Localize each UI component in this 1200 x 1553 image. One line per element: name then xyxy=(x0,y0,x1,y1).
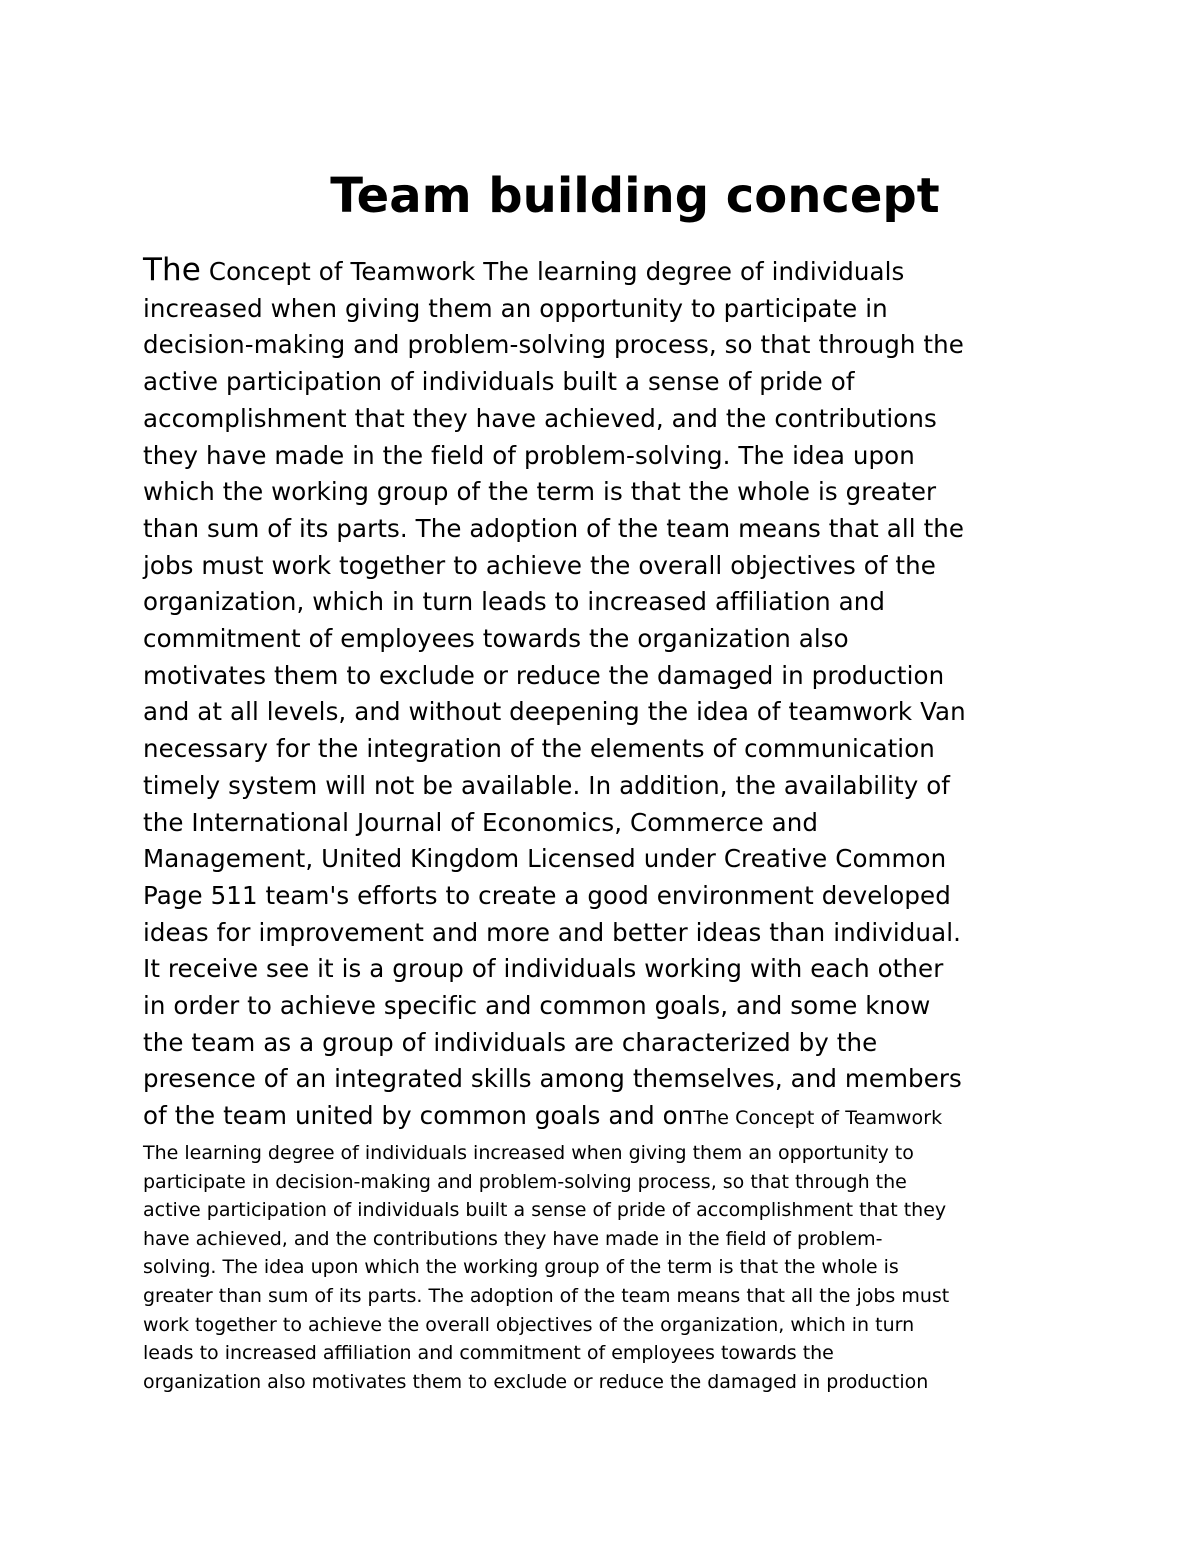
body-line: Page 511 team's efforts to create a good environment developed xyxy=(143,880,951,910)
body-line: accomplishment that they have achieved, and the contributions xyxy=(143,403,937,433)
body-line-small: solving. The idea upon which the working group of the term is that the whole is xyxy=(143,1256,899,1279)
transition-text-large: of the team united by common goals and on xyxy=(143,1101,694,1131)
body-line-small: participate in decision-making and problem-solving process, so that through the xyxy=(143,1170,907,1193)
document-body-large xyxy=(143,252,1103,1137)
body-line: timely system will not be available. In addition, the availability of xyxy=(143,770,951,800)
body-line: organization, which in turn leads to increased affiliation and xyxy=(143,587,885,617)
body-line: necessary for the integration of the elements of communication xyxy=(143,734,935,764)
body-line: decision-making and problem-solving process, so that through the xyxy=(143,330,964,360)
body-line: jobs must work together to achieve the overall objectives of the xyxy=(143,550,936,580)
body-line: presence of an integrated skills among themselves, and members xyxy=(143,1064,962,1094)
body-line: they have made in the field of problem-solving. The idea upon xyxy=(143,440,915,470)
body-line: increased when giving them an opportunity to participate in xyxy=(143,293,888,323)
body-line: active participation of individuals built a sense of pride of xyxy=(143,367,855,397)
body-line: It receive see it is a group of individuals working with each other xyxy=(143,954,944,984)
body-line-small: active participation of individuals built a sense of pride of accomplishment that they xyxy=(143,1199,947,1222)
document-title: Team building concept xyxy=(330,168,940,224)
body-line: which the working group of the term is that the whole is greater xyxy=(143,477,937,507)
large-lines-container xyxy=(143,291,1103,1098)
body-line: ideas for improvement and more and better ideas than individual. xyxy=(143,917,961,947)
body-line-first xyxy=(143,252,1103,291)
document-body-small xyxy=(143,1139,1103,1396)
first-line-text: Concept of Teamwork The learning degree of individuals xyxy=(200,257,905,286)
body-line-transition xyxy=(143,1098,1103,1137)
body-line: and at all levels, and without deepening the idea of teamwork Van xyxy=(143,697,966,727)
body-line-small: The learning degree of individuals increased when giving them an opportunity to xyxy=(143,1142,914,1164)
body-line-small: work together to achieve the overall objectives of the organization, which in turn xyxy=(143,1313,915,1336)
transition-text-small: The Concept of Teamwork xyxy=(693,1107,943,1130)
body-line: Management, United Kingdom Licensed under Creative Common xyxy=(143,844,947,874)
body-line-small: organization also motivates them to exclude or reduce the damaged in production xyxy=(143,1370,929,1393)
body-line: in order to achieve specific and common goals, and some know xyxy=(143,991,931,1021)
body-line: commitment of employees towards the organization also xyxy=(143,624,849,654)
body-line-small: have achieved, and the contributions they have made in the field of problem- xyxy=(143,1227,883,1250)
body-line: than sum of its parts. The adoption of the team means that all the xyxy=(143,513,965,543)
body-line: the team as a group of individuals are characterized by the xyxy=(143,1027,878,1057)
body-line-small: greater than sum of its parts. The adoption of the team means that all the jobs must xyxy=(143,1284,950,1307)
body-line: motivates them to exclude or reduce the damaged in production xyxy=(143,660,945,690)
lead-word: The xyxy=(143,252,201,288)
body-line: the International Journal of Economics, Commerce and xyxy=(143,807,819,837)
body-line-small: leads to increased affiliation and commitment of employees towards the xyxy=(143,1342,834,1365)
